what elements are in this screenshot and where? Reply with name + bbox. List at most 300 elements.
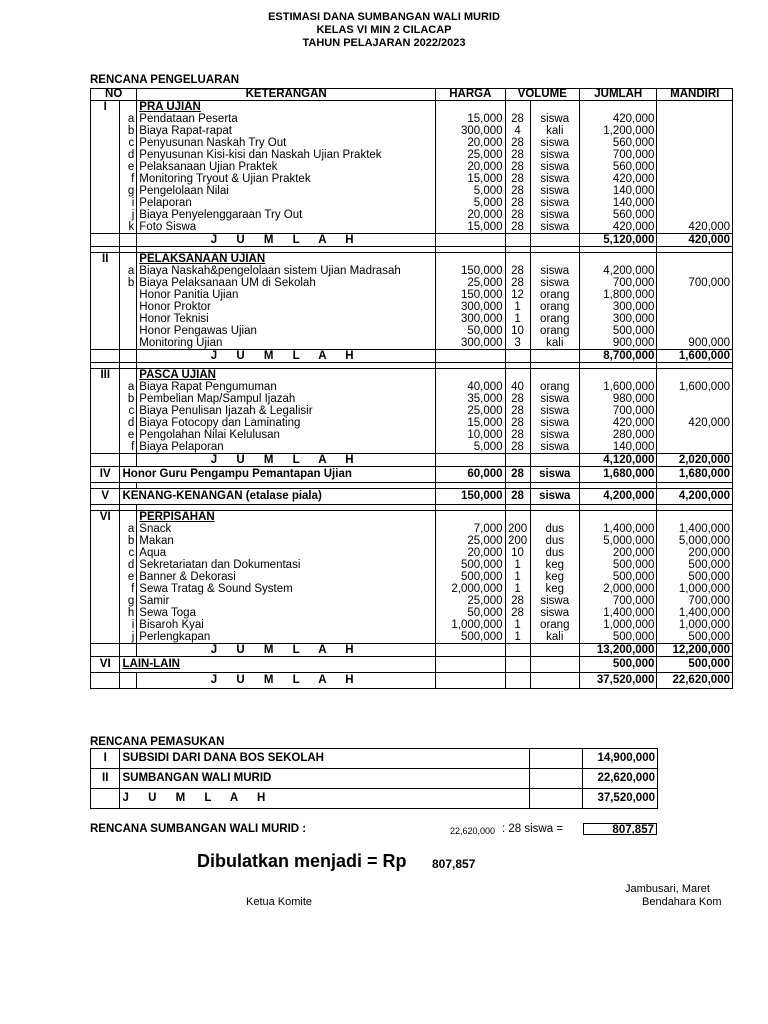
blank (91, 221, 120, 234)
item-qty: 1 (505, 559, 530, 571)
col-jumlah: JUMLAH (580, 89, 657, 101)
item-jumlah: 1,800,000 (580, 289, 657, 301)
item-keterangan: Makan (137, 535, 436, 547)
item-jumlah: 140,000 (580, 441, 657, 454)
item-mandiri: 1,600,000 (657, 381, 733, 393)
item-jumlah: 500,000 (580, 571, 657, 583)
item-keterangan: Penyusunan Naskah Try Out (137, 137, 436, 149)
section-total (91, 644, 733, 657)
blank (91, 429, 120, 441)
item-sub: f (120, 173, 137, 185)
item-qty: 28 (505, 489, 530, 505)
single-section (91, 489, 733, 505)
item-keterangan: Pengolahan Nilai Kelulusan (137, 429, 436, 441)
total-label: J U M L A H (137, 673, 436, 689)
item-unit: keg (530, 571, 580, 583)
item-jumlah: 700,000 (580, 149, 657, 161)
income-label: SUMBANGAN WALI MURID (120, 769, 529, 789)
blank (91, 113, 120, 125)
blank (91, 125, 120, 137)
blank (91, 289, 120, 301)
item-mandiri (657, 161, 733, 173)
item-qty: 28 (505, 149, 530, 161)
section-total (91, 350, 733, 363)
blank (91, 313, 120, 325)
item-sub (120, 337, 137, 350)
item-harga: 500,000 (436, 571, 505, 583)
total-mandiri: 2,020,000 (657, 454, 733, 467)
item-jumlah: 4,200,000 (580, 265, 657, 277)
item-harga: 150,000 (436, 289, 505, 301)
blank (580, 101, 657, 114)
item-keterangan: Biaya Pelaksanaan UM di Sekolah (137, 277, 436, 289)
item-unit: siswa (530, 173, 580, 185)
pemasukan-title: RENCANA PEMASUKAN (90, 736, 225, 748)
item-mandiri: 1,000,000 (657, 619, 733, 631)
item-mandiri: 500,000 (657, 559, 733, 571)
blank (657, 101, 733, 114)
item-keterangan: Snack (137, 523, 436, 535)
col-keterangan: KETERANGAN (137, 89, 436, 101)
item-sub: j (120, 631, 137, 644)
item-mandiri (657, 405, 733, 417)
blank (91, 673, 120, 689)
item-qty: 28 (505, 173, 530, 185)
blank (530, 511, 580, 524)
item-row (91, 161, 733, 173)
item-row (91, 185, 733, 197)
item-keterangan: Honor Teknisi (137, 313, 436, 325)
item-sub: a (120, 113, 137, 125)
item-row (91, 197, 733, 209)
blank (580, 511, 657, 524)
blank (91, 209, 120, 221)
item-mandiri: 1,400,000 (657, 523, 733, 535)
section-title: LAIN-LAIN (120, 657, 436, 673)
item-qty: 28 (505, 137, 530, 149)
item-unit: kali (530, 631, 580, 644)
item-jumlah: 1,400,000 (580, 607, 657, 619)
blank (436, 234, 505, 247)
section-title: KENANG-KENANGAN (etalase piala) (120, 489, 436, 505)
item-qty: 28 (505, 161, 530, 173)
blank (120, 234, 137, 247)
col-no: NO (91, 89, 137, 101)
income-value: 22,620,000 (583, 769, 658, 789)
item-unit: kali (530, 125, 580, 137)
col-mandiri: MANDIRI (657, 89, 733, 101)
lain-lain-row (91, 657, 733, 673)
section-title: Honor Guru Pengampu Pemantapan Ujian (120, 467, 436, 483)
blank (505, 101, 530, 114)
section-total (91, 454, 733, 467)
blank (505, 644, 530, 657)
item-unit: siswa (530, 429, 580, 441)
blank (120, 369, 137, 382)
income-total-row (91, 789, 658, 809)
item-qty: 28 (505, 113, 530, 125)
section-no: IV (91, 467, 120, 483)
section-title: PERPISAHAN (137, 511, 436, 524)
item-sub: d (120, 417, 137, 429)
blank (580, 253, 657, 266)
item-qty: 28 (505, 209, 530, 221)
item-sub (120, 289, 137, 301)
item-harga: 25,000 (436, 277, 505, 289)
table-header (91, 89, 733, 101)
item-sub: b (120, 393, 137, 405)
section-title: PRA UJIAN (137, 101, 436, 114)
doc-title: ESTIMASI DANA SUMBANGAN WALI MURID (268, 11, 500, 23)
blank (91, 337, 120, 350)
item-sub (120, 313, 137, 325)
blank (657, 511, 733, 524)
blank (91, 173, 120, 185)
item-row (91, 325, 733, 337)
item-unit: siswa (530, 467, 580, 483)
item-sub: e (120, 161, 137, 173)
item-unit: orang (530, 619, 580, 631)
rounded-label: Dibulatkan menjadi = Rp (197, 851, 407, 871)
total-label: J U M L A H (137, 454, 436, 467)
blank (657, 369, 733, 382)
item-unit: siswa (530, 595, 580, 607)
item-harga: 150,000 (436, 265, 505, 277)
blank (91, 381, 120, 393)
item-jumlah: 700,000 (580, 595, 657, 607)
item-qty: 28 (505, 405, 530, 417)
item-row (91, 547, 733, 559)
item-mandiri (657, 429, 733, 441)
item-qty: 1 (505, 301, 530, 313)
item-harga: 300,000 (436, 125, 505, 137)
item-unit: dus (530, 523, 580, 535)
item-unit: siswa (530, 405, 580, 417)
section-total (91, 234, 733, 247)
item-mandiri (657, 113, 733, 125)
blank (91, 325, 120, 337)
income-table (90, 748, 658, 809)
item-jumlah: 4,200,000 (580, 489, 657, 505)
section-title: PASCA UJIAN (137, 369, 436, 382)
item-unit: orang (530, 289, 580, 301)
item-qty: 1 (505, 631, 530, 644)
item-qty: 4 (505, 125, 530, 137)
blank (436, 657, 505, 673)
item-jumlah: 2,000,000 (580, 583, 657, 595)
signer-right: Bendahara Kom (642, 896, 722, 908)
income-blank (91, 789, 120, 809)
item-harga: 10,000 (436, 429, 505, 441)
col-harga: HARGA (436, 89, 505, 101)
total-label: J U M L A H (137, 234, 436, 247)
item-qty: 3 (505, 337, 530, 350)
blank (91, 417, 120, 429)
item-unit: siswa (530, 441, 580, 454)
item-harga: 20,000 (436, 209, 505, 221)
item-row (91, 277, 733, 289)
item-harga: 15,000 (436, 221, 505, 234)
blank (91, 523, 120, 535)
income-no: I (91, 749, 120, 769)
blank (91, 607, 120, 619)
item-qty: 200 (505, 523, 530, 535)
item-row (91, 221, 733, 234)
item-jumlah: 500,000 (580, 631, 657, 644)
blank (530, 657, 580, 673)
item-row (91, 393, 733, 405)
item-row (91, 405, 733, 417)
blank (91, 595, 120, 607)
item-unit: siswa (530, 265, 580, 277)
blank (505, 369, 530, 382)
blank (505, 253, 530, 266)
item-mandiri (657, 301, 733, 313)
item-jumlah: 1,200,000 (580, 125, 657, 137)
item-unit: siswa (530, 209, 580, 221)
item-jumlah: 980,000 (580, 393, 657, 405)
item-jumlah: 280,000 (580, 429, 657, 441)
single-section (91, 467, 733, 483)
item-mandiri (657, 265, 733, 277)
item-unit: dus (530, 547, 580, 559)
item-sub: e (120, 429, 137, 441)
item-unit: keg (530, 559, 580, 571)
item-harga: 20,000 (436, 547, 505, 559)
item-mandiri (657, 185, 733, 197)
income-row (91, 769, 658, 789)
blank (505, 657, 530, 673)
income-blank (529, 769, 583, 789)
item-mandiri (657, 325, 733, 337)
item-mandiri: 500,000 (657, 631, 733, 644)
item-keterangan: Honor Proktor (137, 301, 436, 313)
item-qty: 1 (505, 571, 530, 583)
item-harga: 35,000 (436, 393, 505, 405)
item-harga: 300,000 (436, 337, 505, 350)
blank (505, 511, 530, 524)
item-harga: 2,000,000 (436, 583, 505, 595)
blank (505, 454, 530, 467)
signer-left: Ketua Komite (246, 896, 313, 908)
item-row (91, 523, 733, 535)
item-unit: siswa (530, 221, 580, 234)
item-harga: 5,000 (436, 441, 505, 454)
sumbangan-label: RENCANA SUMBANGAN WALI MURID : (90, 823, 307, 835)
blank (91, 197, 120, 209)
item-row (91, 301, 733, 313)
item-sub: a (120, 265, 137, 277)
item-row (91, 429, 733, 441)
item-unit: siswa (530, 607, 580, 619)
item-mandiri (657, 125, 733, 137)
blank (91, 644, 120, 657)
item-unit: dus (530, 535, 580, 547)
item-qty: 28 (505, 595, 530, 607)
item-qty: 28 (505, 417, 530, 429)
place-date: Jambusari, Maret (625, 883, 710, 895)
item-qty: 28 (505, 265, 530, 277)
item-mandiri: 200,000 (657, 547, 733, 559)
item-unit: siswa (530, 277, 580, 289)
item-jumlah: 420,000 (580, 173, 657, 185)
item-unit: siswa (530, 149, 580, 161)
item-harga: 500,000 (436, 559, 505, 571)
item-harga: 15,000 (436, 113, 505, 125)
item-keterangan: Perlengkapan (137, 631, 436, 644)
item-sub (120, 301, 137, 313)
col-volume: VOLUME (505, 89, 579, 101)
income-row (91, 749, 658, 769)
item-sub: g (120, 595, 137, 607)
item-unit: siswa (530, 137, 580, 149)
item-qty: 200 (505, 535, 530, 547)
item-mandiri: 900,000 (657, 337, 733, 350)
section-header (91, 511, 733, 524)
item-keterangan: Pembelian Map/Sampul Ijazah (137, 393, 436, 405)
item-sub: i (120, 197, 137, 209)
item-jumlah: 500,000 (580, 325, 657, 337)
item-sub: d (120, 149, 137, 161)
item-mandiri: 1,000,000 (657, 583, 733, 595)
item-keterangan: Biaya Penulisan Ijazah & Legalisir (137, 405, 436, 417)
income-no: II (91, 769, 120, 789)
item-row (91, 583, 733, 595)
blank (120, 644, 137, 657)
item-row (91, 125, 733, 137)
blank (91, 277, 120, 289)
item-sub: h (120, 607, 137, 619)
item-keterangan: Pelaksanaan Ujian Praktek (137, 161, 436, 173)
item-row (91, 607, 733, 619)
blank (505, 234, 530, 247)
item-harga: 25,000 (436, 405, 505, 417)
section-no: VI (91, 657, 120, 673)
item-keterangan: Samir (137, 595, 436, 607)
item-mandiri: 500,000 (657, 657, 733, 673)
item-qty: 28 (505, 429, 530, 441)
blank (91, 405, 120, 417)
item-mandiri (657, 197, 733, 209)
blank (91, 454, 120, 467)
blank (505, 350, 530, 363)
item-row (91, 113, 733, 125)
blank (91, 161, 120, 173)
item-mandiri (657, 173, 733, 185)
item-keterangan: Honor Pengawas Ujian (137, 325, 436, 337)
item-harga: 40,000 (436, 381, 505, 393)
total-mandiri: 1,600,000 (657, 350, 733, 363)
item-unit: keg (530, 583, 580, 595)
item-harga: 20,000 (436, 161, 505, 173)
item-sub: g (120, 185, 137, 197)
item-mandiri (657, 441, 733, 454)
item-unit: siswa (530, 185, 580, 197)
item-sub: c (120, 547, 137, 559)
section-header (91, 369, 733, 382)
item-jumlah: 300,000 (580, 313, 657, 325)
item-row (91, 265, 733, 277)
item-sub: c (120, 405, 137, 417)
item-jumlah: 1,400,000 (580, 523, 657, 535)
item-row (91, 313, 733, 325)
blank (91, 559, 120, 571)
item-mandiri: 420,000 (657, 221, 733, 234)
item-keterangan: Penyusunan Kisi-kisi dan Naskah Ujian Praktek (137, 149, 436, 161)
item-keterangan: Foto Siswa (137, 221, 436, 234)
section-no: I (91, 101, 120, 114)
item-mandiri: 700,000 (657, 277, 733, 289)
item-unit: orang (530, 381, 580, 393)
item-jumlah: 560,000 (580, 161, 657, 173)
blank (91, 571, 120, 583)
item-keterangan: Biaya Naskah&pengelolaan sistem Ujian Madrasah (137, 265, 436, 277)
item-qty: 40 (505, 381, 530, 393)
item-jumlah: 420,000 (580, 417, 657, 429)
item-mandiri: 700,000 (657, 595, 733, 607)
blank (91, 535, 120, 547)
item-sub: j (120, 209, 137, 221)
item-harga: 50,000 (436, 325, 505, 337)
item-jumlah: 500,000 (580, 657, 657, 673)
item-keterangan: Biaya Rapat-rapat (137, 125, 436, 137)
item-keterangan: Sekretariatan dan Dokumentasi (137, 559, 436, 571)
blank (580, 369, 657, 382)
item-qty: 28 (505, 221, 530, 234)
item-keterangan: Pengelolaan Nilai (137, 185, 436, 197)
blank (91, 547, 120, 559)
item-mandiri: 1,400,000 (657, 607, 733, 619)
item-unit: siswa (530, 197, 580, 209)
item-keterangan: Monitoring Tryout & Ujian Praktek (137, 173, 436, 185)
total-jumlah: 8,700,000 (580, 350, 657, 363)
item-row (91, 571, 733, 583)
item-jumlah: 140,000 (580, 197, 657, 209)
blank (91, 234, 120, 247)
blank (91, 583, 120, 595)
item-row (91, 631, 733, 644)
item-mandiri: 420,000 (657, 417, 733, 429)
section-no: II (91, 253, 120, 266)
blank (91, 301, 120, 313)
blank (436, 101, 505, 114)
item-row (91, 535, 733, 547)
item-sub: i (120, 619, 137, 631)
item-unit: siswa (530, 417, 580, 429)
item-unit: siswa (530, 161, 580, 173)
sumbangan-divider: : 28 siswa = (502, 823, 564, 835)
item-qty: 28 (505, 441, 530, 454)
blank (530, 673, 580, 689)
total-mandiri: 420,000 (657, 234, 733, 247)
item-mandiri: 500,000 (657, 571, 733, 583)
blank (91, 350, 120, 363)
blank (436, 673, 505, 689)
item-keterangan: Honor Panitia Ujian (137, 289, 436, 301)
section-title: PELAKSANAAN UJIAN (137, 253, 436, 266)
item-harga: 15,000 (436, 417, 505, 429)
item-qty: 28 (505, 185, 530, 197)
item-mandiri: 1,680,000 (657, 467, 733, 483)
blank (91, 149, 120, 161)
income-value: 14,900,000 (583, 749, 658, 769)
blank (120, 350, 137, 363)
blank (120, 253, 137, 266)
item-keterangan: Sewa Tratag & Sound System (137, 583, 436, 595)
section-header (91, 101, 733, 114)
income-total: 37,520,000 (583, 789, 658, 809)
item-keterangan: Pendataan Peserta (137, 113, 436, 125)
